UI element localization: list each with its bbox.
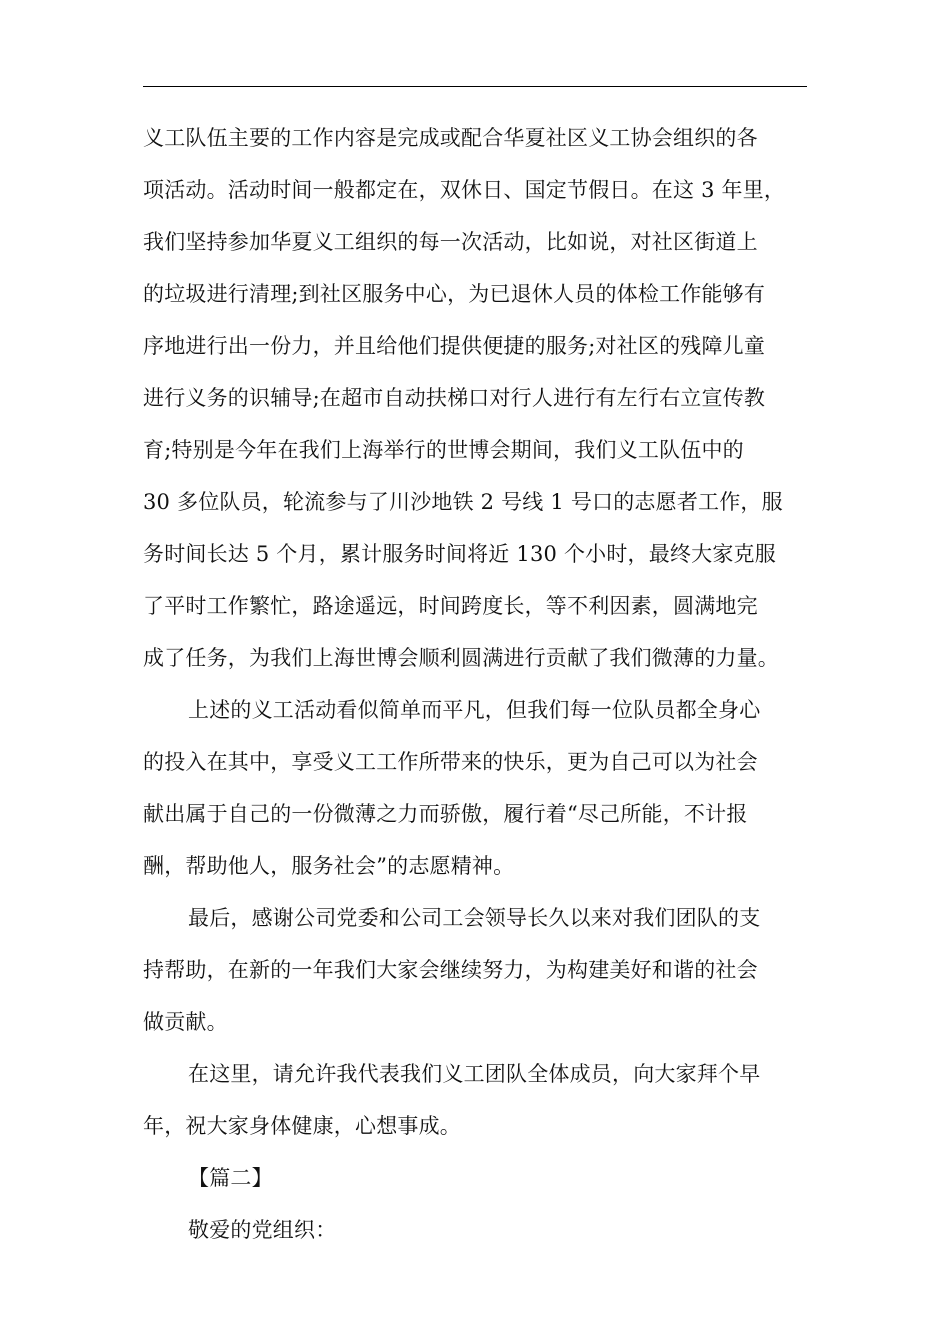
text-line: 献出属于自己的一份微薄之力而骄傲，履行着“尽己所能，不计报 — [143, 802, 748, 826]
text-line: 的投入在其中，享受义工工作所带来的快乐，更为自己可以为社会 — [143, 750, 758, 774]
text-line: 上述的义工活动看似简单而平凡，但我们每一位队员都全身心 — [188, 698, 761, 722]
text-line: 的垃圾进行清理;到社区服务中心，为已退休人员的体检工作能够有 — [143, 282, 766, 306]
text-line: 持帮助，在新的一年我们大家会继续努力，为构建美好和谐的社会 — [143, 958, 758, 982]
text-line: 了平时工作繁忙，路途遥远，时间跨度长，等不利因素，圆满地完 — [143, 594, 758, 618]
text-line: 在这里，请允许我代表我们义工团队全体成员，向大家拜个早 — [188, 1062, 761, 1086]
salutation-line: 敬爱的党组织： — [188, 1218, 337, 1242]
text-line: 我们坚持参加华夏义工组织的每一次活动，比如说，对社区街道上 — [143, 230, 758, 254]
text-line: 进行义务的识辅导;在超市自动扶梯口对行人进行有左行右立宣传教 — [143, 386, 766, 410]
text-line: 做贡献。 — [143, 1010, 228, 1034]
text-line: 成了任务，为我们上海世博会顺利圆满进行贡献了我们微薄的力量。 — [143, 646, 779, 670]
section-title: 【篇二】 — [188, 1166, 273, 1190]
paragraph-4 — [143, 1048, 815, 1152]
text-line: 务时间长达 5 个月，累计服务时间将近 130 个小时，最终大家克服 — [143, 542, 776, 566]
text-line: 义工队伍主要的工作内容是完成或配合华夏社区义工协会组织的各 — [143, 126, 758, 150]
text-line: 酬，帮助他人，服务社会”的志愿精神。 — [143, 854, 515, 878]
text-line: 30 多位队员，轮流参与了川沙地铁 2 号线 1 号口的志愿者工作，服 — [143, 490, 783, 514]
text-line: 项活动。活动时间一般都定在，双休日、国定节假日。在这 3 年里， — [143, 178, 786, 202]
salutation — [143, 1204, 815, 1256]
text-line: 最后，感谢公司党委和公司工会领导长久以来对我们团队的支 — [188, 906, 761, 930]
paragraph-2 — [143, 684, 815, 892]
paragraph-1 — [143, 112, 815, 684]
section-heading — [143, 1152, 815, 1204]
text-line: 序地进行出一份力，并且给他们提供便捷的服务;对社区的残障儿童 — [143, 334, 766, 358]
text-line: 育;特别是今年在我们上海举行的世博会期间，我们义工队伍中的 — [143, 438, 744, 462]
text-line: 年，祝大家身体健康，心想事成。 — [143, 1114, 461, 1138]
header-rule — [143, 86, 807, 87]
document-body — [143, 112, 815, 1256]
paragraph-3 — [143, 892, 815, 1048]
